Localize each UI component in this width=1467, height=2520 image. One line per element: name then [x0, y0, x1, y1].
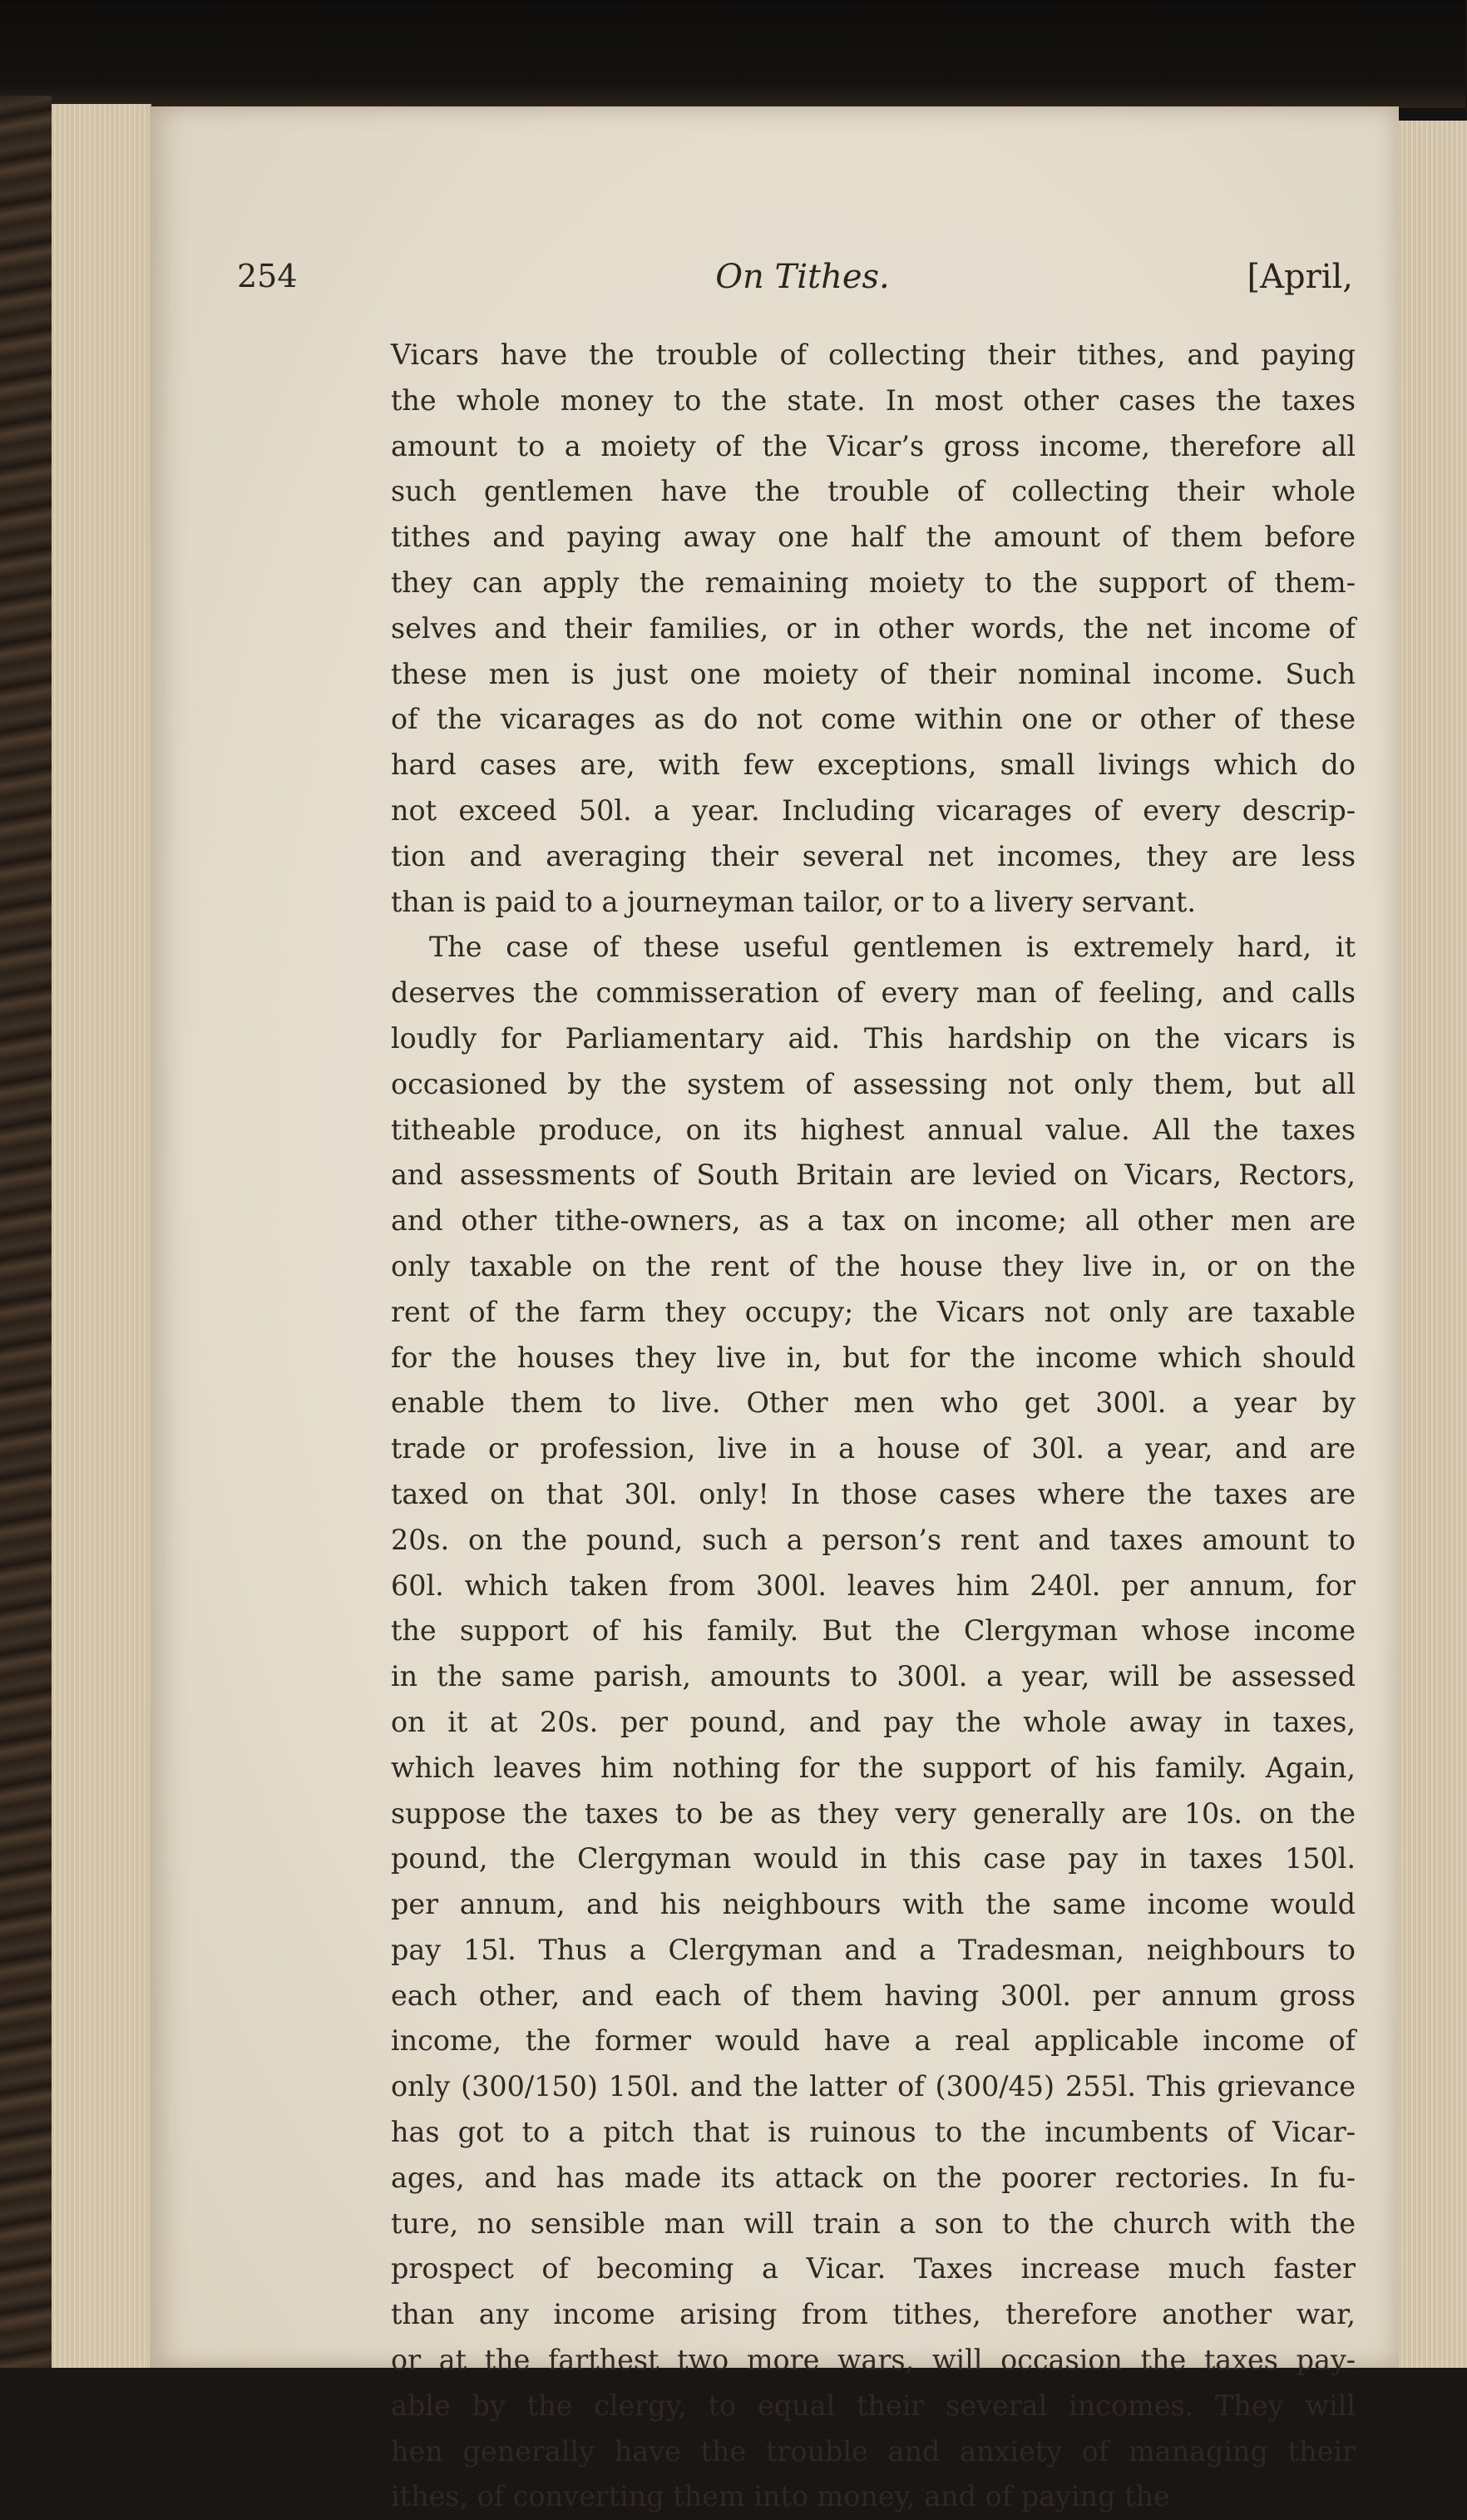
text-line: these men is just one moiety of their nominal income. Such	[391, 657, 1356, 690]
text-line: the support of his family. But the Clergyman whose income	[391, 1614, 1356, 1648]
page-edges-right	[1397, 121, 1467, 2368]
marbled-cover	[0, 96, 52, 2368]
text-line: tithes and paying away one half the amount of them before	[391, 521, 1356, 554]
text-line: than any income arising from tithes, therefore another war,	[391, 2298, 1356, 2331]
text-line: loudly for Parliamentary aid. This hardship on the vicars is	[391, 1021, 1356, 1055]
text-line: selves and their families, or in other words, the net income of	[391, 611, 1356, 645]
page-number: 254	[237, 258, 298, 294]
text-line: which leaves him nothing for the support of his family. Again,	[391, 1751, 1356, 1784]
text-line: not exceed 50l. a year. Including vicarages of every descrip-	[391, 793, 1356, 827]
text-line: they can apply the remaining moiety to the support of them-	[391, 566, 1356, 599]
text-line: hard cases are, with few exceptions, small livings which do	[391, 749, 1356, 782]
text-line: Vicars have the trouble of collecting their tithes, and paying	[391, 338, 1356, 371]
text-line: taxed on that 30l. only! In those cases where the taxes are	[391, 1477, 1356, 1510]
text-line: ages, and has made its attack on the poorer rectories. In fu-	[391, 2161, 1356, 2194]
text-line: prospect of becoming a Vicar. Taxes increase much faster	[391, 2252, 1356, 2285]
text-line: has got to a pitch that is ruinous to the incumbents of Vicar-	[391, 2116, 1356, 2149]
text-line: in the same parish, amounts to 300l. a year, will be assessed	[391, 1660, 1356, 1693]
text-line: such gentlemen have the trouble of collecting their whole	[391, 475, 1356, 508]
scan-background-top	[0, 0, 1465, 108]
text-line: amount to a moiety of the Vicar’s gross income, therefore all	[391, 429, 1356, 462]
page-edges-left	[52, 104, 151, 2368]
running-date: [April,	[1247, 258, 1353, 296]
text-line: The case of these useful gentlemen is extremely hard, it	[429, 931, 1356, 964]
text-line: of the vicarages as do not come within one or other of these	[391, 703, 1356, 736]
text-line: income, the former would have a real applicable income of	[391, 2024, 1356, 2058]
body-text	[391, 333, 1356, 2520]
text-line: per annum, and his neighbours with the same income would	[391, 1888, 1356, 1921]
text-line: suppose the taxes to be as they very generally are 10s. on the	[391, 1796, 1356, 1830]
text-line: ithes, of converting them into money, and of paying the	[391, 2480, 1170, 2513]
text-line: and other tithe-owners, as a tax on income; all other men are	[391, 1204, 1356, 1238]
running-head	[237, 258, 1368, 308]
text-line: ture, no sensible man will train a son to the church with the	[391, 2206, 1356, 2240]
running-title: On Tithes.	[715, 258, 890, 296]
text-line: 20s. on the pound, such a person’s rent and taxes amount to	[391, 1523, 1356, 1556]
text-line: than is paid to a journeyman tailor, or to a livery servant.	[391, 885, 1196, 918]
text-line: deserves the commisseration of every man of feeling, and calls	[391, 976, 1356, 1010]
text-line: the whole money to the state. In most other cases the taxes	[391, 383, 1356, 417]
text-line: each other, and each of them having 300l. per annum gross	[391, 1979, 1356, 2012]
text-line: for the houses they live in, but for the income which should	[391, 1341, 1356, 1374]
text-line: only (300/150) 150l. and the latter of (300/45) 255l. This grievance	[391, 2070, 1356, 2103]
text-line: rent of the farm they occupy; the Vicars not only are taxable	[391, 1295, 1356, 1328]
text-line: pound, the Clergyman would in this case pay in taxes 150l.	[391, 1842, 1356, 1875]
text-line: trade or profession, live in a house of 30l. a year, and are	[391, 1432, 1356, 1465]
text-line: pay 15l. Thus a Clergyman and a Tradesman, neighbours to	[391, 1933, 1356, 1966]
text-line: tion and averaging their several net incomes, they are less	[391, 839, 1356, 872]
text-line: enable them to live. Other men who get 300l. a year by	[391, 1386, 1356, 1420]
text-line: only taxable on the rent of the house they live in, or on the	[391, 1249, 1356, 1282]
text-line: 60l. which taken from 300l. leaves him 240l. per annum, for	[391, 1569, 1356, 1602]
text-line: able by the clergy, to equal their several incomes. They will	[391, 2389, 1356, 2422]
text-line: and assessments of South Britain are levied on Vicars, Rectors,	[391, 1159, 1356, 1192]
text-line: or at the farthest two more wars, will occasion the taxes pay-	[391, 2344, 1356, 2377]
text-line: occasioned by the system of assessing not only them, but all	[391, 1067, 1356, 1100]
text-line: on it at 20s. per pound, and pay the whole away in taxes,	[391, 1705, 1356, 1738]
text-line: titheable produce, on its highest annual value. All the taxes	[391, 1113, 1356, 1146]
text-line: hen generally have the trouble and anxiety of managing their	[391, 2434, 1356, 2468]
